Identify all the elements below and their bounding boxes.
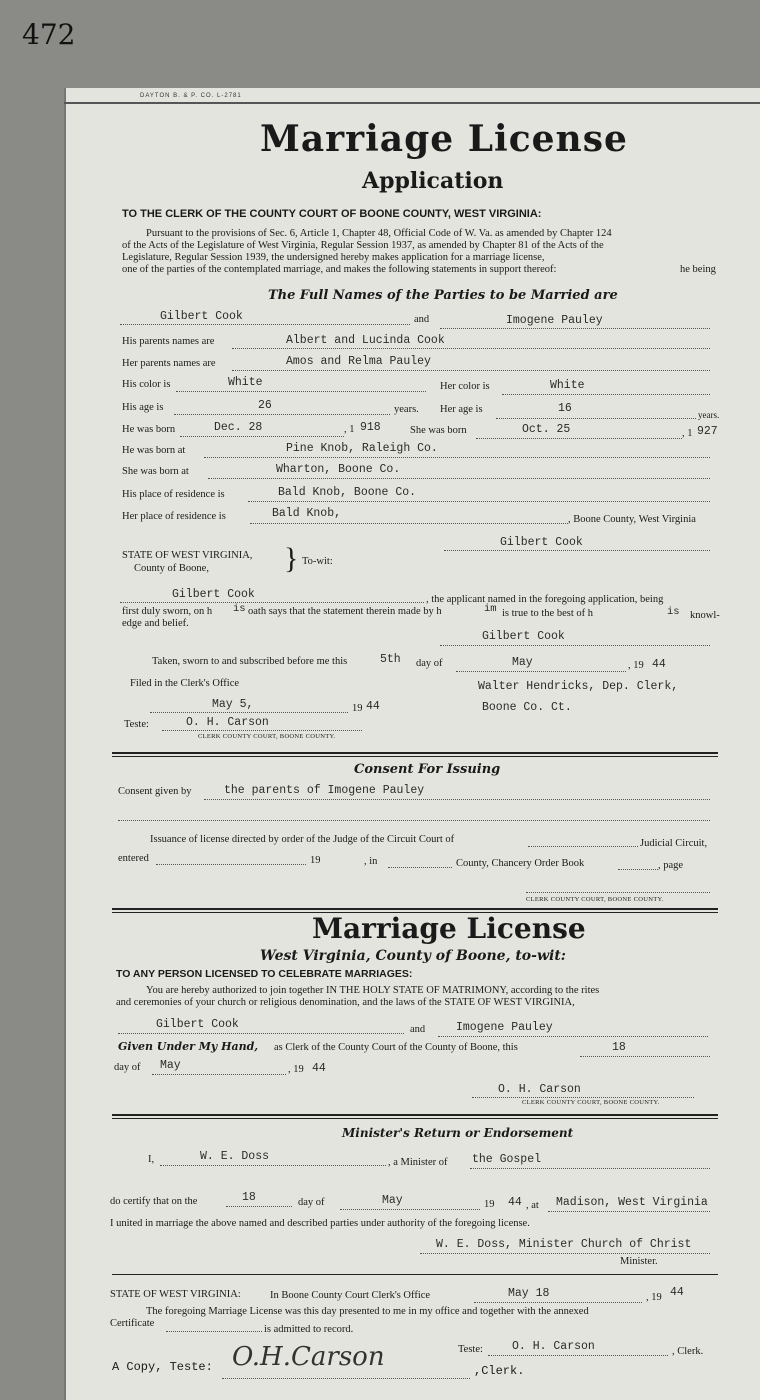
consent-label: Consent given by xyxy=(118,786,192,797)
his-residence-line xyxy=(248,501,710,502)
page-number: 472 xyxy=(22,18,76,51)
sworn-text-3: is true to the best of h xyxy=(502,608,593,619)
groom-name-line xyxy=(120,324,410,325)
his-color-line xyxy=(176,391,426,392)
sworn-is: is xyxy=(233,603,246,615)
consent-value: the parents of Imogene Pauley xyxy=(224,784,425,797)
printer-mark: DAYTON B. & P. CO. L-2781 xyxy=(140,93,242,99)
her-parents-label: Her parents names are xyxy=(122,358,216,369)
license-clerk-signature: O. H. Carson xyxy=(498,1083,581,1096)
certificate-line xyxy=(166,1331,262,1332)
license-and-label: and xyxy=(410,1024,426,1035)
bride-name-value: Imogene Pauley xyxy=(506,314,603,327)
sworn-text-1: first duly sworn, on h xyxy=(122,606,213,617)
sworn-text-4: knowl- xyxy=(690,610,720,621)
her-residence-line xyxy=(250,523,568,524)
her-born-year-value: 927 xyxy=(697,425,718,438)
her-residence-value: Bald Knob, xyxy=(272,507,342,520)
he-born-at-label: He was born at xyxy=(122,445,186,456)
license-clerk-line xyxy=(472,1097,694,1098)
given-year-prefix: , 19 xyxy=(288,1064,304,1075)
minister-label: Minister. xyxy=(620,1256,658,1267)
certify-at-label: , at xyxy=(526,1200,539,1211)
presented-text: The foregoing Marriage License was this day presented to me in my office and together with the annexed xyxy=(146,1306,589,1317)
minister-signature: W. E. Doss, Minister Church of Christ xyxy=(436,1238,692,1251)
filed-year-value: 44 xyxy=(366,700,380,713)
application-title: Marriage License xyxy=(260,118,628,160)
copy-signature-line xyxy=(222,1378,470,1379)
preamble-he-being: he being xyxy=(680,264,716,275)
his-parents-label: His parents names are xyxy=(122,336,215,347)
teste-name-value: O. H. Carson xyxy=(186,716,269,729)
certify-19-label: 19 xyxy=(484,1199,495,1210)
admitted-text: is admitted to record. xyxy=(264,1324,354,1335)
certify-day-of-label: day of xyxy=(298,1197,325,1208)
state-label: STATE OF WEST VIRGINIA, xyxy=(122,550,253,561)
sworn-signature-line xyxy=(440,645,710,646)
her-born-date-value: Oct. 25 xyxy=(522,423,571,436)
his-color-label: His color is xyxy=(122,379,171,390)
his-age-value: 26 xyxy=(258,399,272,412)
her-color-label: Her color is xyxy=(440,381,490,392)
license-title: Marriage License xyxy=(312,912,586,945)
authorized-line-1: You are hereby authorized to join together IN THE HOLY STATE OF MATRIMONY, according to the rites xyxy=(146,985,600,996)
copy-clerk-label: ,Clerk. xyxy=(474,1364,525,1378)
certificate-label: Certificate xyxy=(110,1318,155,1329)
circuit-court-line xyxy=(528,846,638,847)
consent-line xyxy=(204,799,710,800)
given-text: as Clerk of the County Court of the County of Boone, this xyxy=(274,1042,518,1053)
boone-county-wv: , Boone County, West Virginia xyxy=(568,514,696,525)
judicial-circuit-label: Judicial Circuit, xyxy=(640,838,708,849)
given-month-line xyxy=(152,1074,286,1075)
recording-teste-line xyxy=(488,1355,668,1356)
sworn-text-2: oath says that the statement therein made by h xyxy=(248,606,442,617)
consent-clerk-label: CLERK COUNTY COURT, BOONE COUNTY. xyxy=(526,896,664,903)
certify-day-line xyxy=(226,1206,292,1207)
entered-county-line xyxy=(388,867,452,868)
preamble-line-4: one of the parties of the contemplated marriage, and makes the following statements in support thereof: xyxy=(122,264,557,275)
his-born-year-prefix: , 1 xyxy=(344,424,355,435)
she-born-at-value: Wharton, Boone Co. xyxy=(276,463,401,476)
sworn-month-value: May xyxy=(512,656,533,669)
certify-month-line xyxy=(340,1209,480,1210)
sworn-day-of-label: day of xyxy=(416,658,443,669)
his-parents-line xyxy=(232,348,710,349)
given-day-of-label: day of xyxy=(114,1062,141,1073)
his-years-label: years. xyxy=(394,404,419,415)
preamble-line-3: Legislature, Regular Session 1939, the undersigned hereby makes application for a marriage license, xyxy=(122,252,545,263)
his-residence-label: His place of residence is xyxy=(122,489,225,500)
to-clerk-heading: TO THE CLERK OF THE COUNTY COURT OF BOONE COUNTY, WEST VIRGINIA: xyxy=(122,208,542,220)
his-parents-value: Albert and Lucinda Cook xyxy=(286,334,445,347)
given-month-value: May xyxy=(160,1059,181,1072)
minister-divider xyxy=(112,1114,718,1116)
groom-name-value: Gilbert Cook xyxy=(160,310,243,323)
he-born-at-line xyxy=(204,457,710,458)
united-text: I united in marriage the above named and described parties under authority of the foregoing license. xyxy=(110,1218,530,1229)
his-born-date-value: Dec. 28 xyxy=(214,421,263,434)
given-year-value: 44 xyxy=(312,1062,326,1075)
issuance-text: Issuance of license directed by order of the Judge of the Circuit Court of xyxy=(150,834,455,845)
he-born-at-value: Pine Knob, Raleigh Co. xyxy=(286,442,438,455)
his-color-value: White xyxy=(228,376,263,389)
applicant-name-value: Gilbert Cook xyxy=(172,588,255,601)
license-subtitle: West Virginia, County of Boone, to-wit: xyxy=(260,948,566,964)
and-label: and xyxy=(414,314,430,325)
sworn-text-5: edge and belief. xyxy=(122,618,189,629)
her-residence-label: Her place of residence is xyxy=(122,511,226,522)
minister-of-value: the Gospel xyxy=(472,1153,542,1166)
section-divider-thin xyxy=(112,756,718,757)
record-year-value: 44 xyxy=(670,1286,684,1299)
full-names-heading: The Full Names of the Parties to be Married are xyxy=(268,288,618,303)
certify-place-value: Madison, West Virginia xyxy=(556,1196,708,1209)
sworn-year-value: 44 xyxy=(652,658,666,671)
her-color-line xyxy=(502,394,710,395)
brace-glyph: } xyxy=(284,542,299,575)
filed-date-line xyxy=(150,712,348,713)
sworn-is-2: is xyxy=(667,606,680,618)
record-year-prefix: , 19 xyxy=(646,1292,662,1303)
license-bride-line xyxy=(438,1036,708,1037)
her-parents-line xyxy=(232,370,710,371)
his-age-label: His age is xyxy=(122,402,164,413)
teste-label: Teste: xyxy=(124,719,149,730)
minister-i-label: I, xyxy=(148,1154,155,1165)
preamble-line-1: Pursuant to the provisions of Sec. 6, Article 1, Chapter 48, Official Code of W. Va. as amended by Chapter 124 xyxy=(146,228,612,239)
application-subtitle: Application xyxy=(362,168,504,194)
minister-of-line xyxy=(470,1168,710,1169)
her-parents-value: Amos and Relma Pauley xyxy=(286,355,431,368)
recording-teste-label: Teste: xyxy=(458,1344,483,1355)
consent-clerk-line xyxy=(526,892,710,893)
filed-year-prefix: 19 xyxy=(352,703,363,714)
minister-name-line xyxy=(160,1165,386,1166)
her-born-year-prefix: , 1 xyxy=(682,428,693,439)
minister-name-value: W. E. Doss xyxy=(200,1150,270,1163)
sworn-im: im xyxy=(484,603,497,615)
page-label: , page xyxy=(658,860,684,871)
consent-extra-line xyxy=(118,820,710,821)
copy-signature: O.H.Carson xyxy=(232,1342,385,1372)
certify-label: do certify that on the xyxy=(110,1196,198,1207)
filed-label: Filed in the Clerk's Office xyxy=(130,678,240,689)
certify-month-value: May xyxy=(382,1194,403,1207)
authorized-line-2: and ceremonies of your church or religious denomination, and the laws of the STATE OF WEST VIRGINIA, xyxy=(116,997,575,1008)
minister-divider-thin xyxy=(112,1118,718,1119)
recording-teste-name: O. H. Carson xyxy=(512,1340,595,1353)
her-age-value: 16 xyxy=(558,402,572,415)
preamble-line-2: of the Acts of the Legislature of West Virginia, Regular Session 1937, as amended by Chapter 81 of the Acts of the xyxy=(122,240,604,251)
court-name-value: Boone Co. Ct. xyxy=(482,701,572,714)
county-label: County of Boone, xyxy=(134,563,209,574)
her-years-label: years. xyxy=(698,410,720,420)
entered-in-label: , in xyxy=(364,856,378,867)
her-color-value: White xyxy=(550,379,585,392)
she-born-at-line xyxy=(208,478,710,479)
sworn-year-prefix: , 19 xyxy=(628,660,644,671)
applicant-name-line xyxy=(120,602,424,603)
recording-state-label: STATE OF WEST VIRGINIA: xyxy=(110,1289,241,1300)
sworn-signature: Gilbert Cook xyxy=(482,630,565,643)
filed-date-value: May 5, xyxy=(212,698,254,711)
license-clerk-label: CLERK COUNTY COURT, BOONE COUNTY. xyxy=(522,1099,660,1106)
teste-line xyxy=(162,730,362,731)
to-any-person: TO ANY PERSON LICENSED TO CELEBRATE MARRIAGES: xyxy=(116,968,413,980)
applicant-signature-line xyxy=(444,550,710,551)
his-residence-value: Bald Knob, Boone Co. xyxy=(278,486,417,499)
license-groom-value: Gilbert Cook xyxy=(156,1018,239,1031)
certify-place-line xyxy=(548,1211,710,1212)
recording-clerk-label: , Clerk. xyxy=(672,1346,704,1357)
consent-heading: Consent For Issuing xyxy=(354,762,501,777)
clerk-county-court-label: CLERK COUNTY COURT, BOONE COUNTY. xyxy=(198,733,336,740)
county-chancery-label: County, Chancery Order Book xyxy=(456,858,585,869)
certify-day-value: 18 xyxy=(242,1191,256,1204)
chancery-book-line xyxy=(618,869,658,870)
entered-19-label: 19 xyxy=(310,855,321,866)
license-divider xyxy=(112,908,718,910)
recording-divider xyxy=(112,1274,718,1275)
copy-teste-label: A Copy, Teste: xyxy=(112,1360,213,1374)
she-born-at-label: She was born at xyxy=(122,466,189,477)
recording-office-text: In Boone County Court Clerk's Office xyxy=(270,1290,431,1301)
his-born-year-value: 918 xyxy=(360,421,381,434)
bride-name-line xyxy=(440,328,710,329)
his-born-date-line xyxy=(180,436,344,437)
her-age-line xyxy=(496,418,696,419)
license-bride-value: Imogene Pauley xyxy=(456,1021,553,1034)
entered-label: entered xyxy=(118,853,149,864)
license-groom-line xyxy=(118,1033,404,1034)
given-day-line xyxy=(580,1056,710,1057)
sworn-month-line xyxy=(456,671,626,672)
record-date-value: May 18 xyxy=(508,1287,550,1300)
printer-strip xyxy=(64,90,760,104)
his-age-line xyxy=(174,414,390,415)
her-age-label: Her age is xyxy=(440,404,483,415)
certify-year-value: 44 xyxy=(508,1196,522,1209)
taken-sworn-text: Taken, sworn to and subscribed before me this xyxy=(152,656,348,667)
sworn-day-value: 5th xyxy=(380,653,401,666)
minister-of-label: , a Minister of xyxy=(388,1157,448,1168)
section-divider xyxy=(112,752,718,754)
her-born-label: She was born xyxy=(410,425,467,436)
given-under-label: Given Under My Hand, xyxy=(118,1040,259,1053)
applicant-signature: Gilbert Cook xyxy=(500,536,583,549)
minister-heading: Minister's Return or Endorsement xyxy=(342,1126,574,1140)
entered-line xyxy=(156,864,306,865)
applicant-named-text: , the applicant named in the foregoing application, being xyxy=(426,594,664,605)
his-born-label: He was born xyxy=(122,424,176,435)
given-day-value: 18 xyxy=(612,1041,626,1054)
to-wit-label: To-wit: xyxy=(302,556,333,567)
record-date-line xyxy=(474,1302,642,1303)
minister-signature-line xyxy=(420,1253,710,1254)
her-born-date-line xyxy=(476,438,682,439)
deputy-clerk-value: Walter Hendricks, Dep. Clerk, xyxy=(478,680,679,693)
